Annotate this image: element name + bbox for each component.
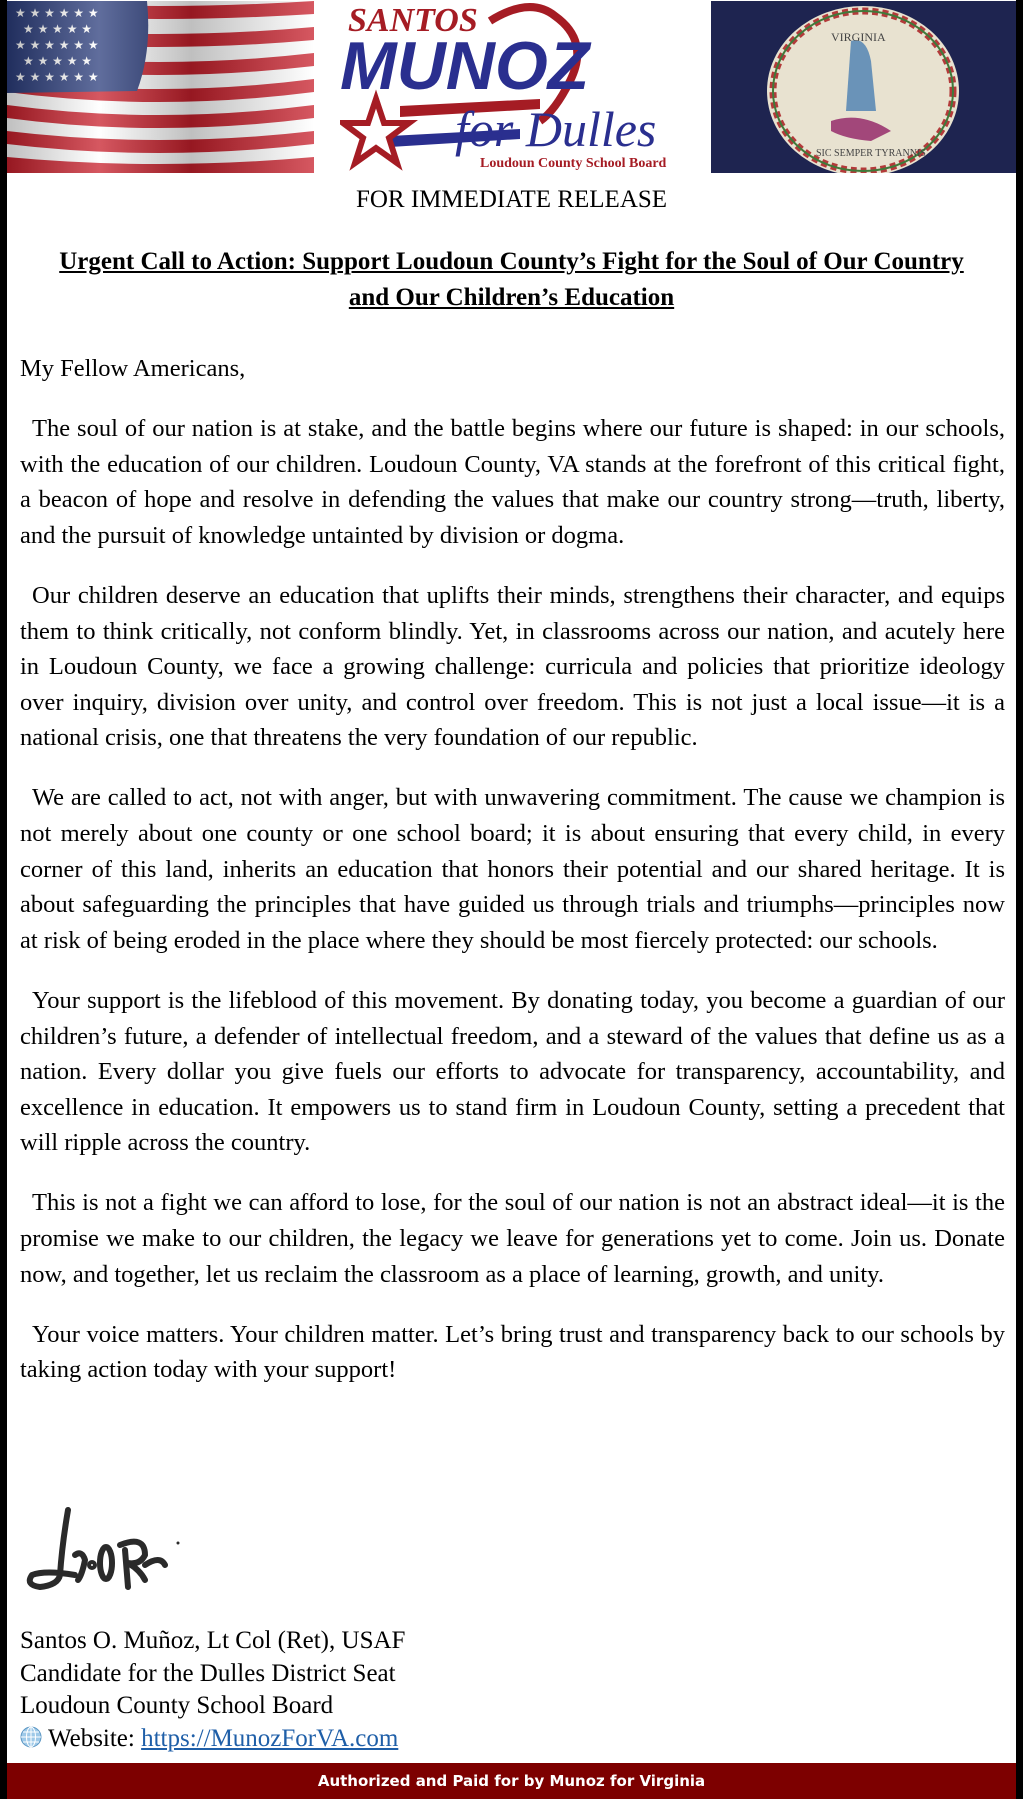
- svg-text:for Dulles: for Dulles: [455, 101, 657, 157]
- campaign-logo: [340, 1, 692, 173]
- salutation: My Fellow Americans,: [20, 355, 246, 382]
- svg-text:SIC SEMPER TYRANNIS: SIC SEMPER TYRANNIS: [816, 148, 926, 159]
- handwritten-signature: [20, 1505, 190, 1600]
- footer-disclaimer: Authorized and Paid for by Munoz for Virginia: [7, 1763, 1016, 1799]
- svg-text:★ ★ ★ ★ ★ ★: ★ ★ ★ ★ ★ ★: [15, 70, 99, 84]
- svg-text:★ ★ ★ ★ ★ ★: ★ ★ ★ ★ ★ ★: [15, 38, 99, 52]
- svg-text:★ ★ ★ ★ ★: ★ ★ ★ ★ ★: [23, 54, 93, 68]
- signer-name: Santos O. Muñoz, Lt Col (Ret), USAF: [20, 1627, 406, 1654]
- paragraph: Your voice matters. Your children matter. Let’s bring trust and transparency back to our schools by taking action today with your support!: [20, 1320, 1005, 1384]
- website-label: Website:: [48, 1724, 135, 1752]
- signer-org: Loudoun County School Board: [20, 1692, 334, 1719]
- us-flag-image: [7, 1, 314, 173]
- globe-icon: [20, 1726, 42, 1748]
- website-line: [20, 1723, 405, 1756]
- svg-text:★ ★ ★ ★ ★ ★: ★ ★ ★ ★ ★ ★: [15, 6, 99, 20]
- svg-text:Loudoun County School Board: Loudoun County School Board: [480, 156, 667, 171]
- letter-body: [20, 351, 1005, 1412]
- svg-text:★ ★ ★ ★ ★: ★ ★ ★ ★ ★: [23, 22, 93, 36]
- headline: Urgent Call to Action: Support Loudoun County’s Fight for the Soul of Our Country and Our Children’s Education: [59, 248, 964, 311]
- signature-block: [20, 1625, 405, 1755]
- signer-role: Candidate for the Dulles District Seat: [20, 1659, 396, 1687]
- svg-text:VIRGINIA: VIRGINIA: [831, 30, 886, 44]
- paragraph: The soul of our nation is at stake, and the battle begins where our future is shaped: in our schools, with the education of our children. Loudoun County, VA stands at the forefront of this critical fight, a beacon of hope and resolve in defending the values that make our country strong—truth, liberty, and the pursuit of knowledge untainted by division or dogma.: [20, 415, 1005, 549]
- svg-text:MUNOZ: MUNOZ: [340, 28, 590, 104]
- paragraph: This is not a fight we can afford to lose, for the soul of our nation is not an abstract ideal—it is the promise we make to our children, the legacy we leave for generations yet to come. Join us. Donate now, and together, let us reclaim the classroom as a place of learning, growth, and unity.: [20, 1189, 1005, 1288]
- paragraph: Your support is the lifeblood of this movement. By donating today, you become a guardian of our children’s future, a defender of intellectual freedom, and a steward of the values that define us as a nation. Every dollar you give fuels our efforts to advocate for transparency, accountability, and excellence in education. It empowers us to stand firm in Loudoun County, setting a precedent that will ripple across the country.: [20, 986, 1005, 1157]
- svg-text:SANTOS: SANTOS: [348, 2, 478, 39]
- paragraph: Our children deserve an education that uplifts their minds, strengthens their character, and equips them to think critically, not conform blindly. Yet, in classrooms across our nation, and acutely here in Loudoun County, we face a growing challenge: curricula and policies that prioritize ideology over inquiry, division over unity, and control over freedom. This is not just a local issue—it is a national crisis, one that threatens the very foundation of our republic.: [20, 581, 1005, 752]
- paragraph: We are called to act, not with anger, but with unwavering commitment. The cause we champion is not merely about one county or one school board; it is about ensuring that every child, in every corner of this land, inherits an education that honors their potential and our shared heritage. It is about safeguarding the principles that have guided us through trials and triumphs—principles now at risk of being eroded in the place where they should be most fiercely protected: our schools.: [20, 784, 1005, 954]
- press-release-page: [7, 0, 1016, 1799]
- release-label: FOR IMMEDIATE RELEASE: [355, 186, 668, 213]
- website-link[interactable]: https://MunozForVA.com: [141, 1724, 399, 1752]
- virginia-flag-image: [711, 1, 1016, 173]
